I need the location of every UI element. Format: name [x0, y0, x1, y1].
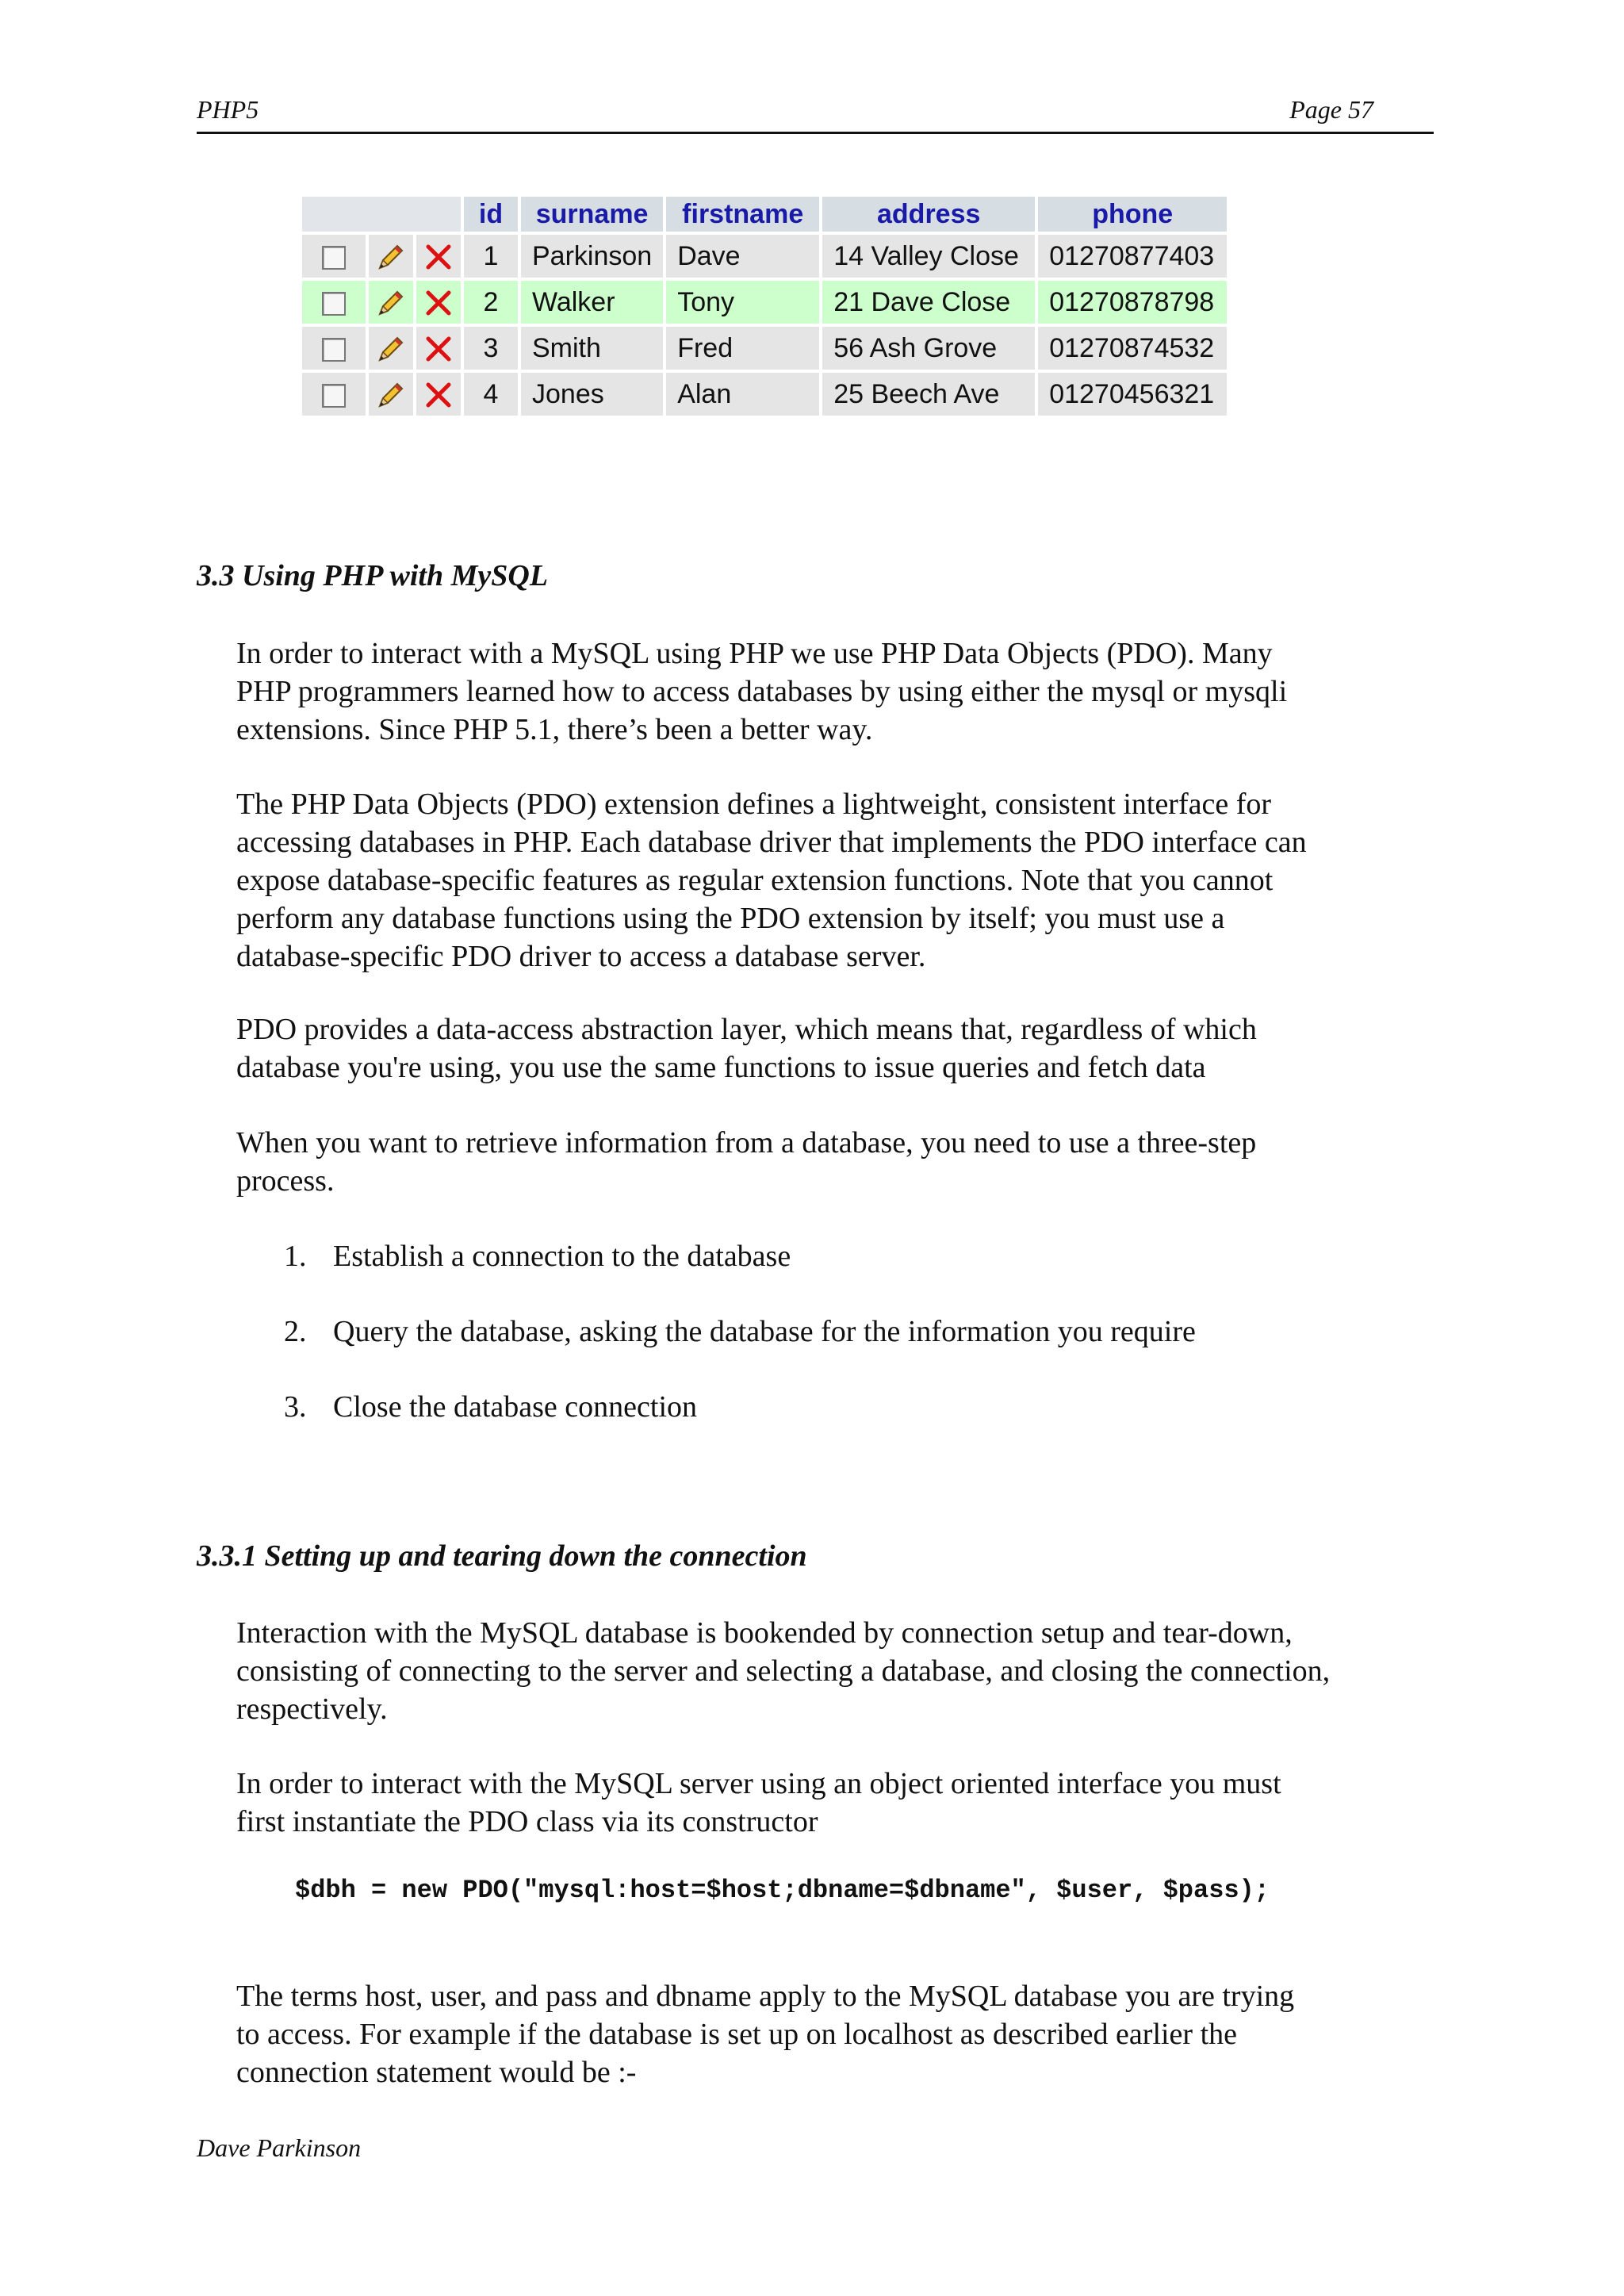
- list-item: [284, 1313, 1196, 1351]
- list-text: Establish a connection to the database: [333, 1240, 791, 1273]
- cell-id: 2: [464, 281, 518, 324]
- cell-address: 56 Ash Grove: [822, 327, 1035, 370]
- list-number: 3.: [284, 1390, 307, 1424]
- cell-surname: Parkinson: [521, 235, 663, 278]
- table-row: [302, 281, 1227, 324]
- cell-phone: 01270874532: [1038, 327, 1227, 370]
- row-checkbox[interactable]: [322, 384, 346, 408]
- column-header-surname[interactable]: surname: [521, 197, 663, 232]
- pencil-icon[interactable]: [375, 379, 407, 411]
- column-header-id[interactable]: id: [464, 197, 518, 232]
- paragraph: PDO provides a data-access abstraction layer, which means that, regardless of which database you're using, you use the same functions to issue queries and fetch data: [236, 1013, 1257, 1084]
- paragraph: The PHP Data Objects (PDO) extension defines a lightweight, consistent interface for accessing databases in PHP. Each database driver that implements the PDO interface can expose database-specific features as regular extension functions. Note that you cannot perform any database functions using the PDO extension by itself; you must use a database-specific PDO driver to access a database server.: [236, 788, 1307, 973]
- row-checkbox[interactable]: [322, 338, 346, 362]
- delete-x-icon[interactable]: [423, 334, 454, 364]
- cell-surname: Smith: [521, 327, 663, 370]
- delete-x-icon[interactable]: [423, 242, 454, 272]
- paragraph: Interaction with the MySQL database is bookended by connection setup and tear-down, consisting of connecting to the server and selecting a database, and closing the connection, respectively.: [236, 1616, 1331, 1726]
- row-checkbox[interactable]: [322, 292, 346, 316]
- table-row: [302, 235, 1227, 278]
- cell-surname: Walker: [521, 281, 663, 324]
- page-header: [197, 95, 1434, 134]
- cell-id: 3: [464, 327, 518, 370]
- cell-address: 14 Valley Close: [822, 235, 1035, 278]
- paragraph: In order to interact with the MySQL server using an object oriented interface you must first instantiate the PDO class via its constructor: [236, 1767, 1281, 1838]
- paragraph: In order to interact with a MySQL using PHP we use PHP Data Objects (PDO). Many PHP programmers learned how to access databases by using either the mysql or mysqli extensions. Since PHP 5.1, there’s been a better way.: [236, 637, 1288, 746]
- cell-id: 4: [464, 373, 518, 416]
- row-checkbox[interactable]: [322, 246, 346, 270]
- table-row: [302, 373, 1227, 416]
- list-item: [284, 1388, 697, 1426]
- pencil-icon[interactable]: [375, 241, 407, 273]
- cell-address: 21 Dave Close: [822, 281, 1035, 324]
- table-row: [302, 327, 1227, 370]
- actions-header: [302, 197, 461, 232]
- cell-phone: 01270877403: [1038, 235, 1227, 278]
- cell-phone: 01270878798: [1038, 281, 1227, 324]
- cell-phone: 01270456321: [1038, 373, 1227, 416]
- section-heading-3-3: 3.3 Using PHP with MySQL: [197, 559, 549, 592]
- pencil-icon[interactable]: [375, 287, 407, 319]
- cell-firstname: Alan: [666, 373, 819, 416]
- paragraph: When you want to retrieve information from a database, you need to use a three-step process.: [236, 1126, 1257, 1198]
- page-number: Page 57: [1289, 95, 1373, 124]
- cell-id: 1: [464, 235, 518, 278]
- list-item: [284, 1237, 791, 1275]
- paragraph: The terms host, user, and pass and dbname apply to the MySQL database you are trying to access. For example if the database is set up on localhost as described earlier the connection statement would be :-: [236, 1980, 1295, 2089]
- cell-firstname: Dave: [666, 235, 819, 278]
- code-snippet: $dbh = new PDO("mysql:host=$host;dbname=$dbname", $user, $pass);: [295, 1876, 1270, 1905]
- cell-address: 25 Beech Ave: [822, 373, 1035, 416]
- list-number: 1.: [284, 1240, 307, 1273]
- phpmyadmin-table-screenshot: [299, 194, 1230, 419]
- list-text: Close the database connection: [333, 1390, 698, 1424]
- section-heading-3-3-1: 3.3.1 Setting up and tearing down the connection: [197, 1539, 807, 1573]
- cell-surname: Jones: [521, 373, 663, 416]
- cell-firstname: Tony: [666, 281, 819, 324]
- records-table: [299, 194, 1230, 419]
- column-header-address[interactable]: address: [822, 197, 1035, 232]
- delete-x-icon[interactable]: [423, 380, 454, 410]
- cell-firstname: Fred: [666, 327, 819, 370]
- column-header-firstname[interactable]: firstname: [666, 197, 819, 232]
- delete-x-icon[interactable]: [423, 288, 454, 318]
- list-text: Query the database, asking the database for the information you require: [333, 1315, 1196, 1348]
- header-title: PHP5: [197, 95, 259, 124]
- page-footer-author: Dave Parkinson: [197, 2133, 362, 2162]
- pencil-icon[interactable]: [375, 333, 407, 365]
- table-header-row: [302, 197, 1227, 232]
- column-header-phone[interactable]: phone: [1038, 197, 1227, 232]
- list-number: 2.: [284, 1315, 307, 1348]
